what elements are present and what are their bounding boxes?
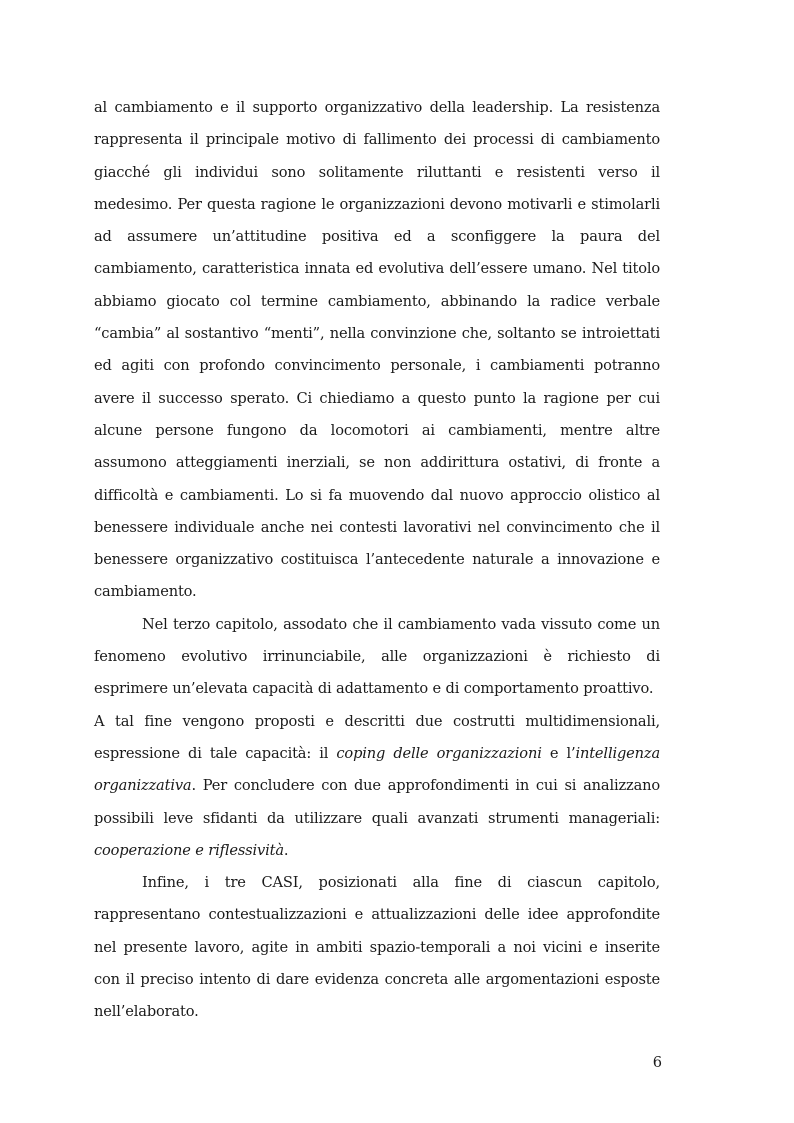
cooperation-term: cooperazione e riflessività <box>94 841 284 859</box>
constructs-text-1: A tal fine vengono proposti e descritti due costrutti multidimensionali, espressione di tale capacità: il <box>94 712 660 762</box>
paragraph-resistance: al cambiamento e il supporto organizzativo della leadership. La resistenza rappresenta il principale motivo di fallimento dei processi di cambiamento giacché gli individui sono solitamente riluttanti e resistenti verso il medesimo. Per questa ragione le organizzazioni devono motivarli e stimolarli ad assumere un’attitudine positiva ed a sconfiggere la paura del cambiamento, caratteristica innata ed evolutiva dell’essere umano. Nel titolo abbiamo giocato col termine cambiamento, abbinando la radice verbale “cambia” al sostantivo “menti”, nella convinzione che, soltanto se introiettati ed agiti con profondo convincimento personale, i cambiamenti potranno avere il successo sperato. Ci chiediamo a questo punto la ragione per cui alcune persone fungono da locomotori ai cambiamenti, mentre altre assumono atteggiamenti inerziali, se non addirittura ostativi, di fronte a difficoltà e cambiamenti. Lo si fa muovendo dal nuovo approccio olistico al benessere individuale anche nei contesti lavorativi nel convincimento che il benessere organizzativo costituisca l’antecedente naturale a innovazione e cambiamento. <box>94 99 660 601</box>
paragraph-cases: Infine, i tre CASI, posizionati alla fine di ciascun capitolo, rappresentano contestualizzazioni e attualizzazioni delle idee approfondite nel presente lavoro, agite in ambiti spazio-temporali a noi vicini e inserite con il preciso intento di dare evidenza concreta alle argomentazioni esposte nell’elaborato. <box>94 874 660 1021</box>
constructs-text-2: e l’ <box>541 744 576 762</box>
page-number: 6 <box>652 1054 662 1071</box>
constructs-text-3: . Per concludere con due approfondimenti in cui si analizzano possibili leve sfidanti da utilizzare quali avanzati strumenti manageriali: <box>94 777 660 827</box>
coping-term: coping delle organizzazioni <box>336 744 542 762</box>
paragraph-constructs <box>94 706 660 867</box>
body-text <box>94 92 660 1029</box>
paragraph-third-chapter: Nel terzo capitolo, assodato che il cambiamento vada vissuto come un fenomeno evolutivo irrinunciabile, alle organizzazioni è richiesto di esprimere un’elevata capacità di adattamento e di comportamento proattivo. <box>94 615 660 698</box>
intelligence-term: intelligenza organizzativa <box>94 744 660 795</box>
constructs-text-4: . <box>283 841 289 859</box>
